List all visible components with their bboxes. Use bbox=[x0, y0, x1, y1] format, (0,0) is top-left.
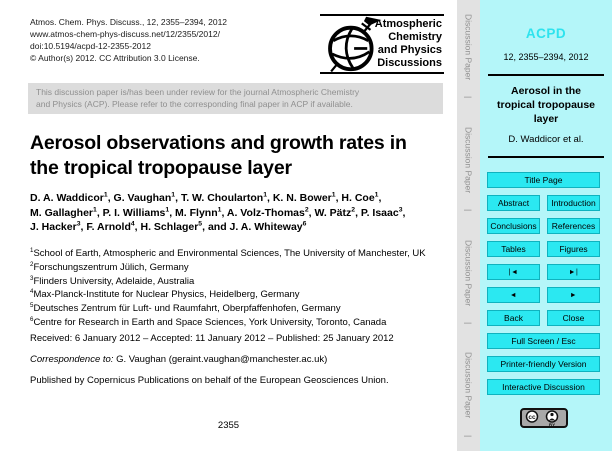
affiliation-line: $^5$Deutsches Zentrum für Luft- und Raumfahrt, Oberpfaffenhofen, Germany bbox=[30, 302, 341, 315]
affiliation-line: $^1$School of Earth, Atmospheric and Environmental Sciences, The University of Manchester, UK bbox=[30, 246, 426, 259]
strip-separator: | bbox=[463, 209, 474, 212]
article-title bbox=[30, 131, 407, 181]
journal-logo-box bbox=[320, 14, 444, 74]
strip-segment bbox=[457, 113, 480, 226]
strip-separator: | bbox=[463, 96, 474, 99]
sidebar-paper-title-line: tropical tropopause bbox=[496, 99, 595, 111]
author-block bbox=[30, 191, 405, 235]
journal-header bbox=[30, 16, 227, 64]
sidebar-paper-title bbox=[486, 84, 606, 126]
article-title-line: Aerosol observations and growth rates in bbox=[30, 132, 407, 154]
sidebar bbox=[480, 0, 612, 451]
close-button[interactable]: Close bbox=[547, 310, 600, 326]
figures-button[interactable]: Figures bbox=[547, 241, 600, 257]
sidebar-button-row bbox=[487, 356, 600, 372]
tables-button[interactable]: Tables bbox=[487, 241, 540, 257]
sidebar-journal-abbrev: ACPD bbox=[525, 26, 567, 41]
author-line: J. Hacker$^3$, F. Arnold$^4$, H. Schlager$^5$, and J. A. Whiteway$^6$ bbox=[30, 220, 307, 233]
sidebar-divider bbox=[488, 156, 604, 158]
affiliation-block bbox=[30, 247, 426, 330]
first-page-button[interactable]: |◄ bbox=[487, 264, 540, 280]
strip-label: Discussion Paper bbox=[463, 239, 474, 306]
sidebar-button-row bbox=[487, 195, 600, 211]
last-page-button[interactable]: ►| bbox=[547, 264, 600, 280]
sidebar-paper-title-line: layer bbox=[533, 113, 559, 125]
prev-page-button[interactable]: ◄ bbox=[487, 287, 540, 303]
publisher-line: Published by Copernicus Publications on behalf of the European Geosciences Union. bbox=[30, 375, 389, 386]
sidebar-button-row bbox=[487, 218, 600, 234]
strip-segment bbox=[457, 0, 480, 113]
logo-title-line: Discussions bbox=[377, 57, 442, 69]
logo-title-line: and Physics bbox=[377, 44, 442, 56]
sidebar-button-row bbox=[487, 333, 600, 349]
affiliation-line: $^6$Centre for Research in Earth and Space Sciences, York University, Toronto, Canada bbox=[30, 315, 387, 328]
page-number: 2355 bbox=[217, 420, 240, 431]
affiliation-line: $^3$Flinders University, Adelaide, Australia bbox=[30, 274, 195, 287]
author-line: M. Gallagher$^1$, P. I. Williams$^1$, M. Flynn$^1$, A. Volz-Thomas$^2$, W. Pätz$^2$, P. Isaac$^3$, bbox=[30, 206, 406, 219]
journal-url: www.atmos-chem-phys-discuss.net/12/2355/2012/ bbox=[30, 29, 220, 39]
strip-segment bbox=[457, 338, 480, 451]
introduction-button[interactable]: Introduction bbox=[547, 195, 600, 211]
sidebar-divider bbox=[488, 74, 604, 76]
author-line: D. A. Waddicor$^1$, G. Vaughan$^1$, T. W. Choularton$^1$, K. N. Bower$^1$, H. Coe$^1$, bbox=[30, 191, 382, 204]
full-screen-button[interactable]: Full Screen / Esc bbox=[487, 333, 600, 349]
conclusions-button[interactable]: Conclusions bbox=[487, 218, 540, 234]
sidebar-button-row bbox=[487, 172, 600, 188]
journal-doi: doi:10.5194/acpd-12-2355-2012 bbox=[30, 41, 151, 51]
back-button[interactable]: Back bbox=[487, 310, 540, 326]
review-notice bbox=[28, 83, 443, 114]
abstract-button[interactable]: Abstract bbox=[487, 195, 540, 211]
sidebar-button-area bbox=[487, 172, 600, 402]
correspondence-label: Correspondence to: bbox=[30, 354, 114, 365]
sidebar-button-row bbox=[487, 310, 600, 326]
strip-label: Discussion Paper bbox=[463, 352, 474, 419]
correspondence-line bbox=[30, 354, 327, 365]
title-page-button[interactable]: Title Page bbox=[487, 172, 600, 188]
strip-label: Discussion Paper bbox=[463, 14, 474, 81]
by-label: BY bbox=[548, 422, 556, 428]
journal-license: © Author(s) 2012. CC Attribution 3.0 License. bbox=[30, 53, 200, 63]
affiliation-line: $^4$Max-Planck-Institute for Nuclear Physics, Heidelberg, Germany bbox=[30, 288, 300, 301]
correspondence-value: G. Vaughan (geraint.vaughan@manchester.ac.uk) bbox=[116, 354, 328, 365]
strip-separator: | bbox=[463, 434, 474, 437]
cc-icon-label: cc bbox=[528, 413, 536, 421]
sidebar-volume: 12, 2355–2394, 2012 bbox=[503, 52, 589, 62]
strip-separator: | bbox=[463, 321, 474, 325]
strip-segment bbox=[457, 226, 480, 339]
sidebar-button-row bbox=[487, 264, 600, 280]
review-notice-line: This discussion paper is/has been under review for the journal Atmospheric Chemistry bbox=[36, 87, 360, 97]
interactive-discussion-button[interactable]: Interactive Discussion bbox=[487, 379, 600, 395]
history-line: Received: 6 January 2012 – Accepted: 11 January 2012 – Published: 25 January 2012 bbox=[30, 333, 394, 344]
next-page-button[interactable]: ► bbox=[547, 287, 600, 303]
logo-title bbox=[375, 18, 442, 70]
sidebar-paper-title-line: Aerosol in the bbox=[510, 85, 581, 97]
logo-title-line: Chemistry bbox=[388, 31, 442, 43]
journal-citation: Atmos. Chem. Phys. Discuss., 12, 2355–2394, 2012 bbox=[30, 17, 228, 27]
review-notice-line: and Physics (ACP). Please refer to the corresponding final paper in ACP if available. bbox=[36, 98, 353, 109]
sidebar-paper-authors: D. Waddicor et al. bbox=[508, 134, 584, 145]
references-button[interactable]: References bbox=[547, 218, 600, 234]
sidebar-button-row bbox=[487, 379, 600, 395]
sidebar-button-row bbox=[487, 241, 600, 257]
affiliation-line: $^2$Forschungszentrum Jülich, Germany bbox=[30, 260, 189, 273]
discussion-paper-strip bbox=[457, 0, 480, 451]
printer-friendly-button[interactable]: Printer-friendly Version bbox=[487, 356, 600, 372]
cc-by-badge[interactable] bbox=[520, 408, 568, 428]
article-title-line: the tropical tropopause layer bbox=[30, 157, 292, 179]
logo-title-line: Atmospheric bbox=[374, 18, 442, 30]
strip-label: Discussion Paper bbox=[463, 126, 474, 194]
sidebar-button-row bbox=[487, 287, 600, 303]
